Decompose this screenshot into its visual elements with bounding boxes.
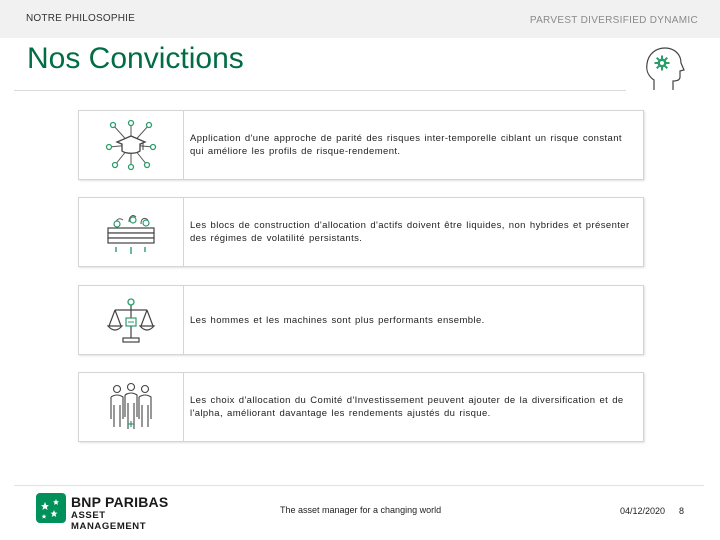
- conviction-card-1: [78, 110, 644, 180]
- tagline: The asset manager for a changing world: [280, 505, 442, 515]
- conviction-icon-cell: [79, 198, 184, 266]
- product-label: PARVEST DIVERSIFIED DYNAMIC: [529, 15, 698, 26]
- graduation-cap-network-icon: [103, 117, 159, 173]
- section-label: NOTRE PHILOSOPHIE: [26, 13, 135, 24]
- top-bar: [0, 0, 720, 38]
- conviction-card-3: [78, 285, 644, 355]
- conviction-text-4: Les choix d'allocation du Comité d'Investissement peuvent ajouter de la diversification et de l'alpha, améliorant davantage les rendements ajustés du risque.: [190, 395, 624, 419]
- conviction-text-1: Application d'une approche de parité des risques inter-temporelle ciblant un risque constant qui améliore les profils de risque-rendement.: [190, 133, 622, 157]
- bnp-paribas-logo[interactable]: [36, 492, 181, 532]
- brand-name: BNP PARIBAS: [71, 494, 169, 510]
- title-divider: [14, 90, 626, 91]
- brand-subtitle: ASSET MANAGEMENT: [71, 510, 147, 532]
- head-gear-icon: [640, 44, 690, 94]
- footer-divider: [14, 485, 704, 486]
- conviction-icon-cell: [79, 111, 184, 179]
- page-number: 8: [679, 506, 685, 516]
- bnp-stars-logo-icon: [36, 493, 66, 523]
- footer-date: 04/12/2020: [620, 506, 666, 516]
- balance-scale-icon: [103, 292, 159, 348]
- conviction-text-2: Les blocs de construction d'allocation d'actifs doivent être liquides, non hybrides et présenter des régimes de volatilité persistants.: [190, 220, 630, 244]
- building-blocks-icon: [103, 204, 159, 260]
- conviction-icon-cell: [79, 373, 184, 441]
- page-title: Nos Convictions: [27, 42, 244, 75]
- conviction-text-3: Les hommes et les machines sont plus performants ensemble.: [190, 314, 485, 326]
- conviction-card-2: [78, 197, 644, 267]
- conviction-card-4: [78, 372, 644, 442]
- committee-people-icon: [103, 379, 159, 435]
- conviction-icon-cell: [79, 286, 184, 354]
